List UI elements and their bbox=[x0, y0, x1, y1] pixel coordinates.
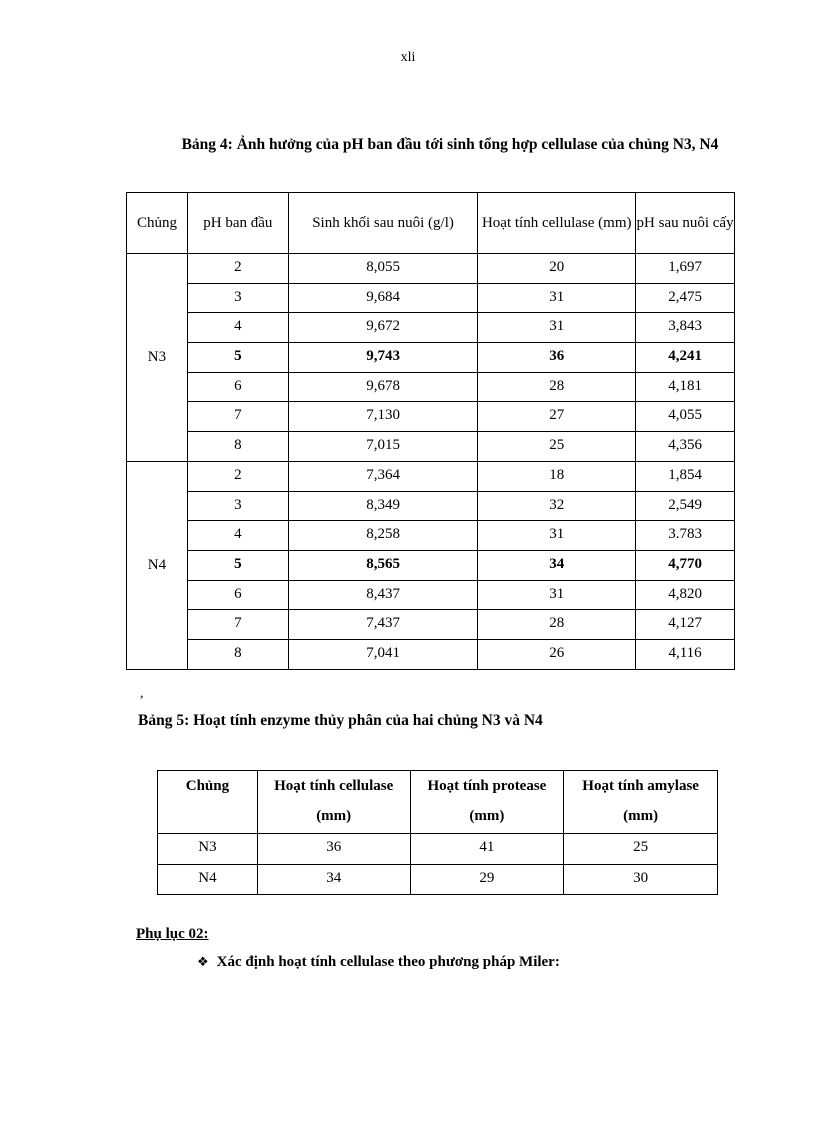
table-row bbox=[127, 313, 735, 343]
table-row bbox=[127, 580, 735, 610]
table4-caption: Bảng 4: Ảnh hưởng của pH ban đầu tới sinh tổng hợp cellulase của chủng N3, N4 bbox=[181, 136, 719, 153]
biomass-cell: 7,041 bbox=[288, 639, 478, 669]
activity-cell: 20 bbox=[478, 254, 636, 284]
table4-header-activity: Hoạt tính cellulase (mm) bbox=[478, 193, 636, 254]
ph-after-cell: 4,116 bbox=[636, 639, 735, 669]
table-row bbox=[127, 521, 735, 551]
biomass-cell: 8,349 bbox=[288, 491, 478, 521]
table4-body bbox=[127, 254, 735, 670]
table-row bbox=[127, 639, 735, 669]
ph-cell: 8 bbox=[187, 639, 288, 669]
activity-cell: 31 bbox=[478, 521, 636, 551]
table4 bbox=[126, 192, 735, 670]
ph-cell: 4 bbox=[187, 313, 288, 343]
table5-header-strain: Chủng bbox=[158, 771, 258, 834]
activity-cell: 32 bbox=[478, 491, 636, 521]
ph-cell: 8 bbox=[187, 432, 288, 462]
strain-cell: N3 bbox=[158, 834, 258, 865]
biomass-cell: 8,565 bbox=[288, 550, 478, 580]
activity-cell: 31 bbox=[478, 313, 636, 343]
biomass-cell: 9,678 bbox=[288, 372, 478, 402]
table-row bbox=[127, 343, 735, 373]
table4-header-strain: Chủng bbox=[127, 193, 188, 254]
cellulase-cell: 36 bbox=[257, 834, 410, 865]
ph-after-cell: 4,241 bbox=[636, 343, 735, 373]
table-row bbox=[127, 550, 735, 580]
amylase-cell: 25 bbox=[564, 834, 718, 865]
ph-after-cell: 3.783 bbox=[636, 521, 735, 551]
biomass-cell: 8,437 bbox=[288, 580, 478, 610]
table-row bbox=[158, 864, 718, 895]
biomass-cell: 9,672 bbox=[288, 313, 478, 343]
activity-cell: 26 bbox=[478, 639, 636, 669]
table5-header-amylase: Hoạt tính amylase (mm) bbox=[564, 771, 718, 834]
appendix-bullet-text: Xác định hoạt tính cellulase theo phương pháp Miler: bbox=[216, 954, 560, 970]
biomass-cell: 9,684 bbox=[288, 283, 478, 313]
strain-cell: N4 bbox=[127, 461, 188, 669]
ph-cell: 7 bbox=[187, 402, 288, 432]
table5-header-protease: Hoạt tính protease (mm) bbox=[410, 771, 564, 834]
activity-cell: 25 bbox=[478, 432, 636, 462]
strain-cell: N4 bbox=[158, 864, 258, 895]
biomass-cell: 7,130 bbox=[288, 402, 478, 432]
ph-cell: 6 bbox=[187, 372, 288, 402]
table5-body bbox=[158, 834, 718, 895]
ph-after-cell: 4,055 bbox=[636, 402, 735, 432]
ph-cell: 6 bbox=[187, 580, 288, 610]
activity-cell: 27 bbox=[478, 402, 636, 432]
stray-mark: , bbox=[140, 686, 144, 701]
activity-cell: 18 bbox=[478, 461, 636, 491]
table-row bbox=[127, 461, 735, 491]
amylase-cell: 30 bbox=[564, 864, 718, 895]
biomass-cell: 7,437 bbox=[288, 610, 478, 640]
diamond-bullet-icon: ❖ bbox=[197, 955, 209, 970]
biomass-cell: 7,364 bbox=[288, 461, 478, 491]
ph-after-cell: 4,770 bbox=[636, 550, 735, 580]
ph-after-cell: 1,854 bbox=[636, 461, 735, 491]
table4-header-ph-after: pH sau nuôi cấy bbox=[636, 193, 735, 254]
protease-cell: 29 bbox=[410, 864, 564, 895]
ph-after-cell: 2,475 bbox=[636, 283, 735, 313]
appendix-bullet bbox=[197, 954, 560, 971]
table-row bbox=[127, 283, 735, 313]
ph-after-cell: 3,843 bbox=[636, 313, 735, 343]
biomass-cell: 8,055 bbox=[288, 254, 478, 284]
table-row bbox=[127, 491, 735, 521]
ph-cell: 7 bbox=[187, 610, 288, 640]
table5-header-cellulase: Hoạt tính cellulase (mm) bbox=[257, 771, 410, 834]
ph-cell: 2 bbox=[187, 254, 288, 284]
activity-cell: 31 bbox=[478, 580, 636, 610]
ph-cell: 3 bbox=[187, 491, 288, 521]
ph-after-cell: 4,181 bbox=[636, 372, 735, 402]
activity-cell: 36 bbox=[478, 343, 636, 373]
table4-header-ph-initial: pH ban đầu bbox=[187, 193, 288, 254]
biomass-cell: 8,258 bbox=[288, 521, 478, 551]
biomass-cell: 9,743 bbox=[288, 343, 478, 373]
activity-cell: 28 bbox=[478, 372, 636, 402]
table-row bbox=[127, 254, 735, 284]
table-row bbox=[127, 402, 735, 432]
ph-cell: 3 bbox=[187, 283, 288, 313]
table-row bbox=[158, 834, 718, 865]
activity-cell: 31 bbox=[478, 283, 636, 313]
ph-after-cell: 2,549 bbox=[636, 491, 735, 521]
appendix-heading: Phụ lục 02: bbox=[136, 926, 209, 942]
ph-cell: 5 bbox=[187, 343, 288, 373]
table-row bbox=[127, 610, 735, 640]
ph-after-cell: 4,127 bbox=[636, 610, 735, 640]
ph-after-cell: 4,356 bbox=[636, 432, 735, 462]
ph-after-cell: 1,697 bbox=[636, 254, 735, 284]
activity-cell: 34 bbox=[478, 550, 636, 580]
activity-cell: 28 bbox=[478, 610, 636, 640]
ph-cell: 2 bbox=[187, 461, 288, 491]
biomass-cell: 7,015 bbox=[288, 432, 478, 462]
table4-header-biomass: Sinh khối sau nuôi (g/l) bbox=[288, 193, 478, 254]
table5 bbox=[157, 770, 718, 895]
table5-header-row bbox=[158, 771, 718, 834]
page-number: xli bbox=[400, 50, 416, 65]
ph-cell: 5 bbox=[187, 550, 288, 580]
table5-caption: Bảng 5: Hoạt tính enzyme thủy phân của hai chủng N3 và N4 bbox=[138, 712, 543, 729]
table4-header-row bbox=[127, 193, 735, 254]
cellulase-cell: 34 bbox=[257, 864, 410, 895]
table-row bbox=[127, 372, 735, 402]
ph-cell: 4 bbox=[187, 521, 288, 551]
strain-cell: N3 bbox=[127, 254, 188, 462]
ph-after-cell: 4,820 bbox=[636, 580, 735, 610]
table-row bbox=[127, 432, 735, 462]
protease-cell: 41 bbox=[410, 834, 564, 865]
